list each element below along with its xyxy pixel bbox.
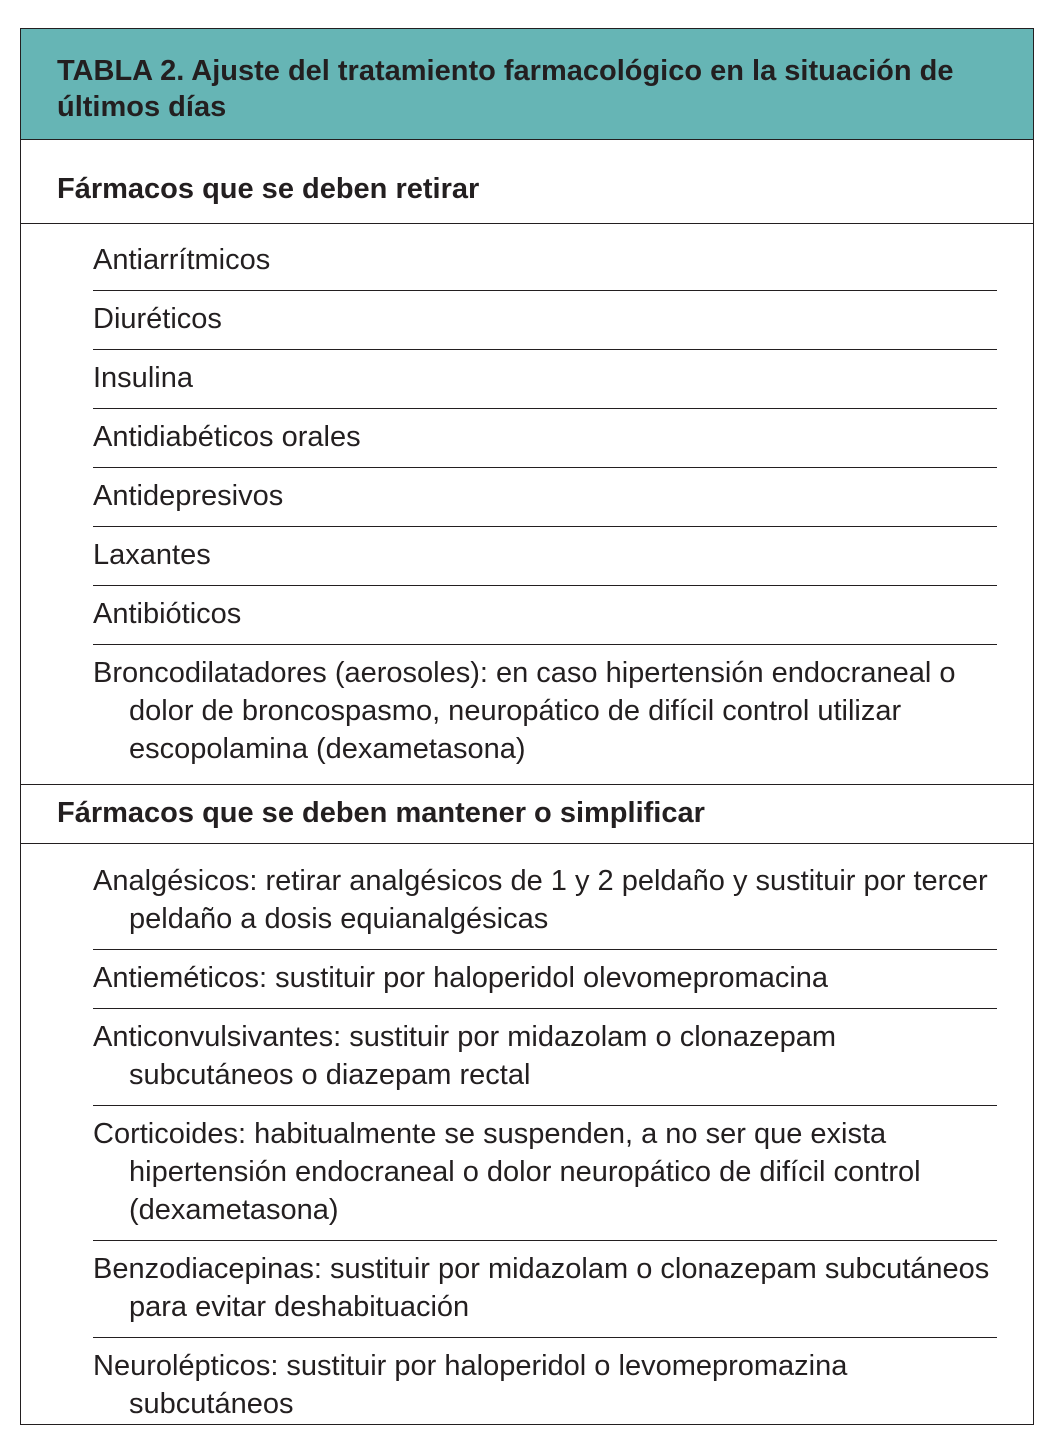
section-header-retirar (21, 140, 1033, 224)
list-item-anticonvulsivantes: Anticonvulsivantes: sustituir por midazolam o clonazepam subcutáneos o diazepam rectal (93, 1009, 997, 1106)
list-item-insulina: Insulina (93, 350, 997, 409)
list-item-antiarritmicos: Antiarrítmicos (93, 232, 997, 291)
list-item-antidiabeticos-orales: Antidiabéticos orales (93, 409, 997, 468)
table-title: TABLA 2. Ajuste del tratamiento farmacológico en la situación de últimos días (57, 55, 954, 123)
list-item-benzodiacepinas: Benzodiacepinas: sustituir por midazolam o clonazepam subcutáneos para evitar deshabituación (93, 1241, 997, 1338)
list-item-corticoides: Corticoides: habitualmente se suspenden, a no ser que exista hipertensión endocraneal o dolor neuropático de difícil control (dexametasona) (93, 1106, 997, 1241)
table-header (21, 29, 1033, 140)
list-item-laxantes: Laxantes (93, 527, 997, 586)
list-item-diureticos: Diuréticos (93, 291, 997, 350)
list-item-antiemeticos: Antieméticos: sustituir por haloperidol olevomepromacina (93, 950, 997, 1009)
list-item-analgesicos: Analgésicos: retirar analgésicos de 1 y 2 peldaño y sustituir por tercer peldaño a dosis equianalgésicas (93, 853, 997, 950)
drug-adjustment-table (20, 28, 1034, 1425)
list-retirar (21, 224, 1033, 784)
list-item-antibioticos: Antibióticos (93, 586, 997, 645)
list-item-broncodilatadores: Broncodilatadores (aerosoles): en caso hipertensión endocraneal o dolor de broncospasmo, neuropático de difícil control utilizar escopolamina (dexametasona) (93, 657, 956, 765)
section-title-mantener: Fármacos que se deben mantener o simplificar (57, 797, 705, 829)
list-item-antidepresivos: Antidepresivos (93, 468, 997, 527)
list-mantener (21, 844, 1033, 1434)
section-title-retirar: Fármacos que se deben retirar (57, 172, 480, 205)
section-header-mantener (21, 784, 1033, 844)
list-item-neurolepticos: Neurolépticos: sustituir por haloperidol o levomepromazina subcutáneos (93, 1350, 848, 1420)
